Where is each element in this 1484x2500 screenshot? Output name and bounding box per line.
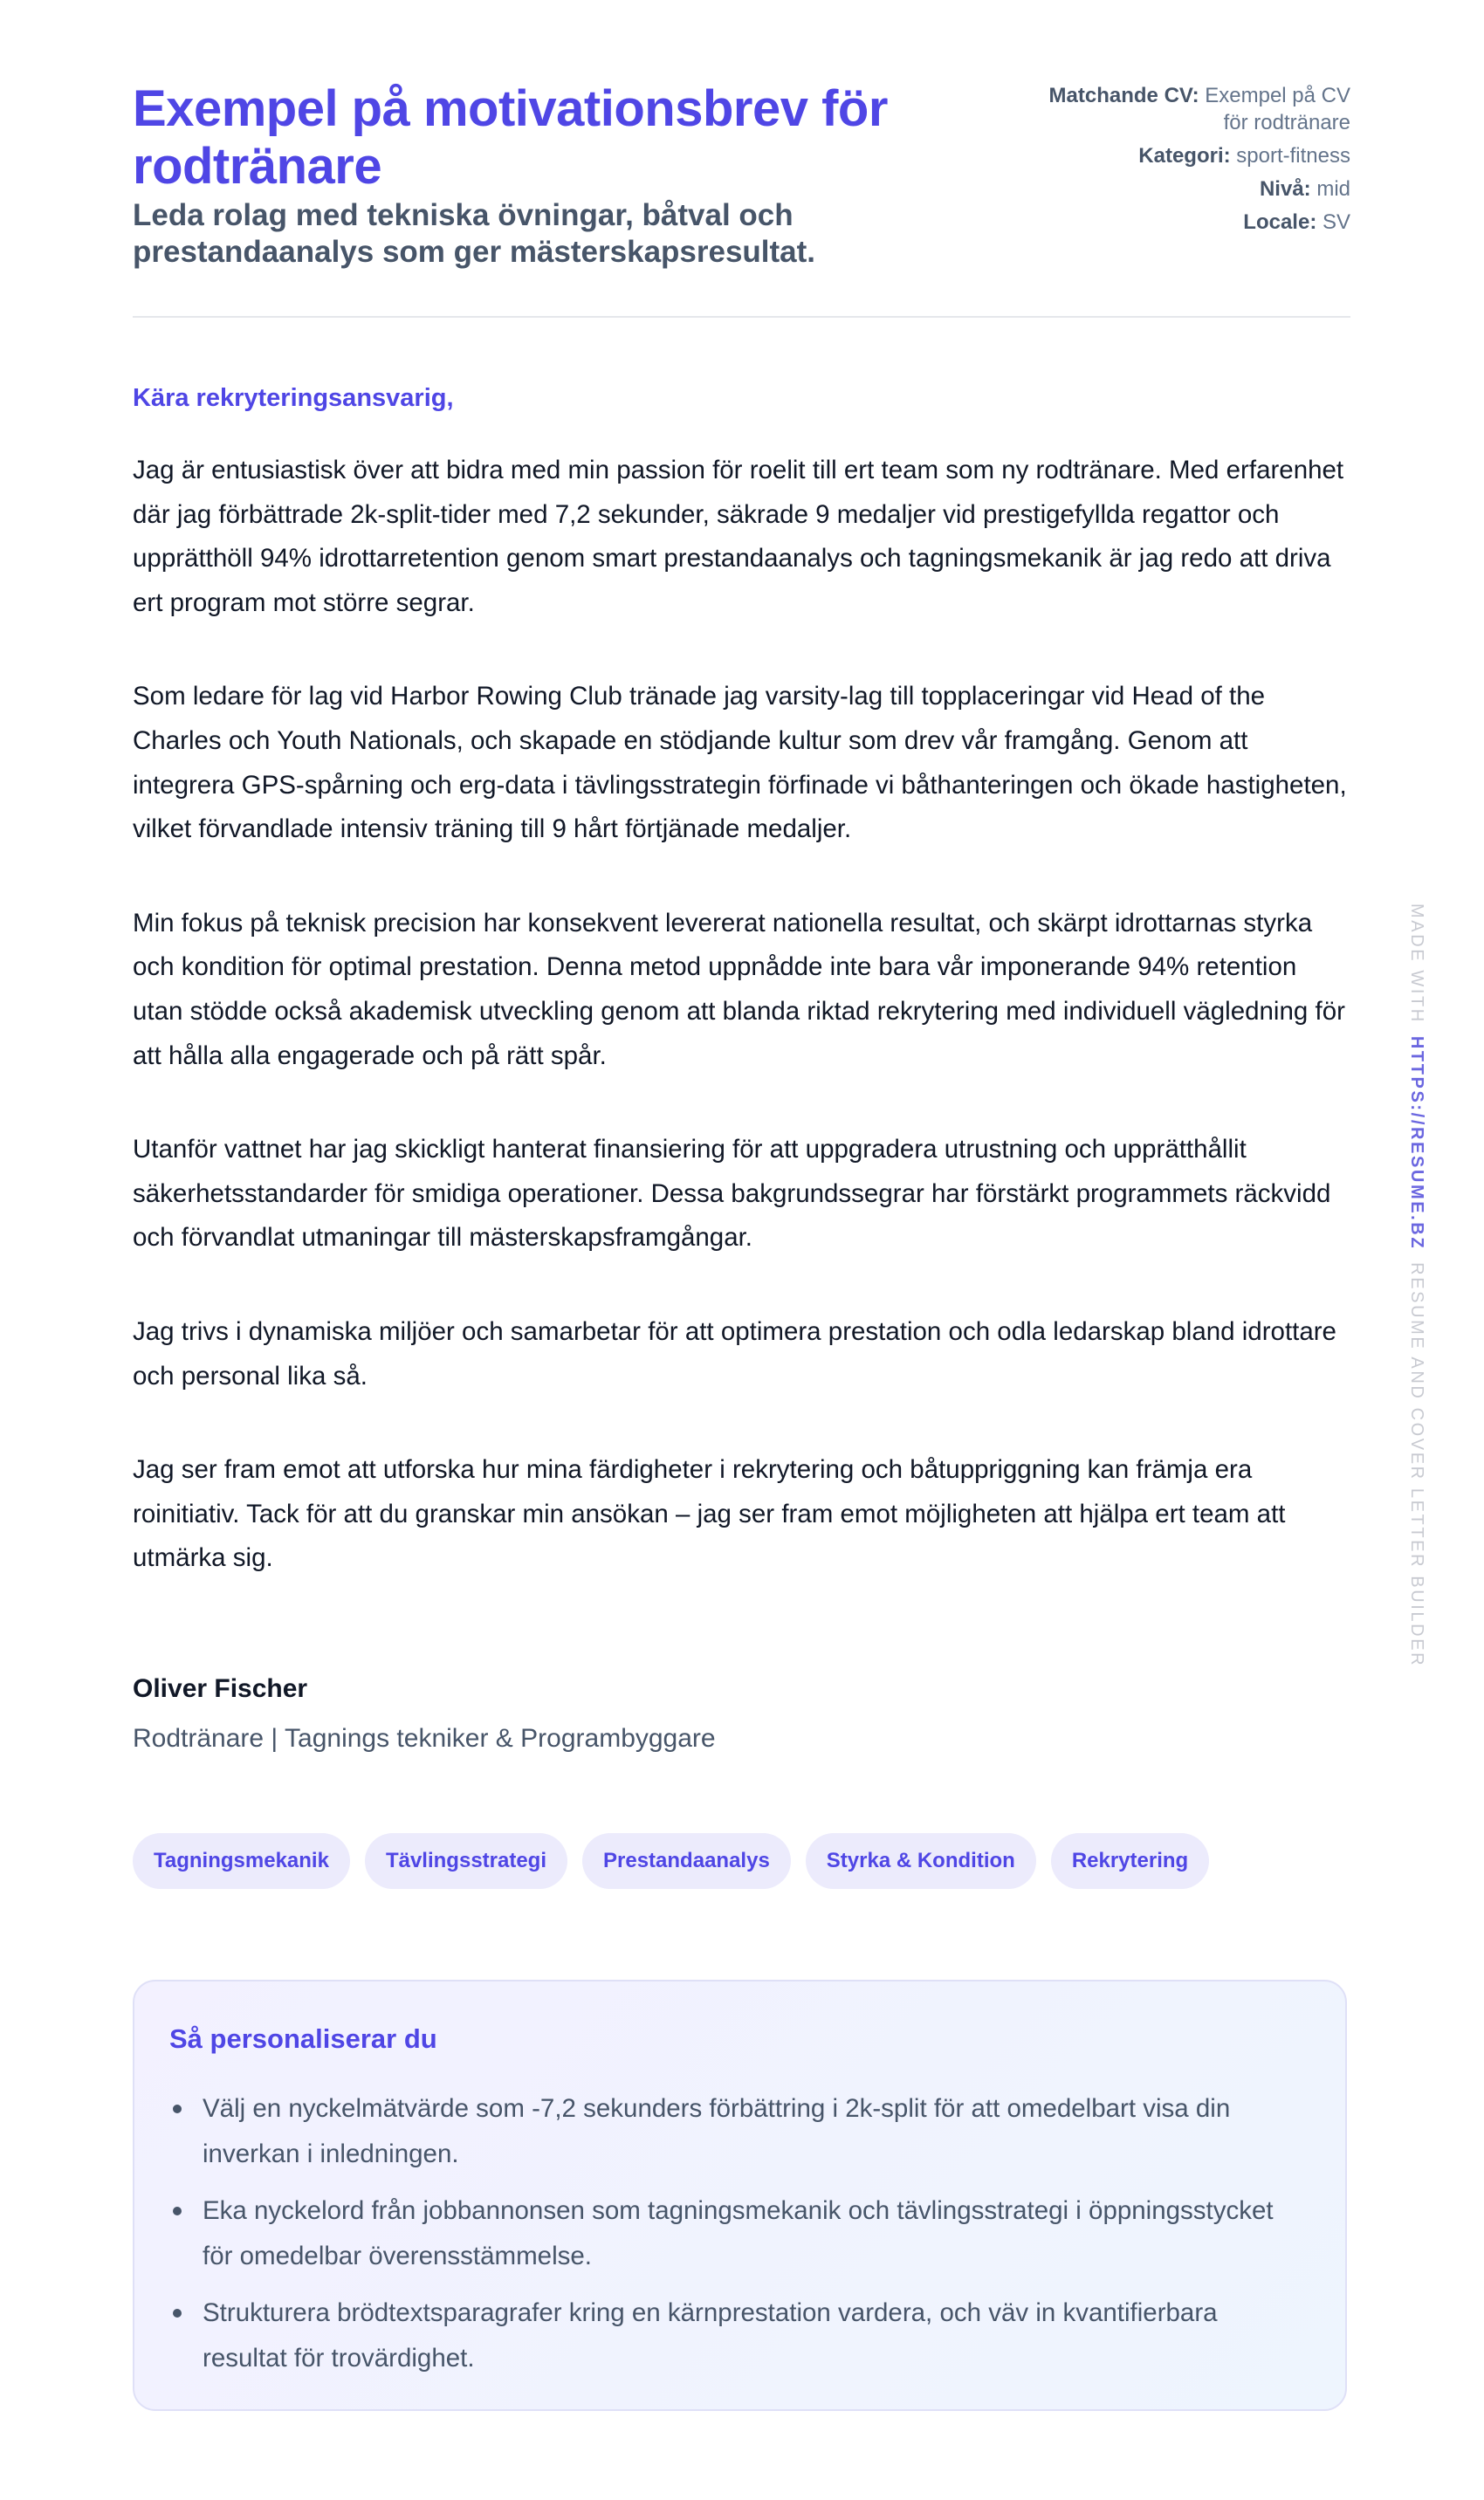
watermark-link[interactable]: HTTPS://RESUME.BZ	[1407, 1035, 1426, 1251]
tip-text: Strukturera brödtextsparagrafer kring en kärnprestation vardera, och väv in kvantifierbara resultat för trovärdighet.	[203, 2298, 1218, 2373]
meta-label: Nivå:	[1259, 177, 1311, 201]
letter-paragraph: Som ledare för lag vid Harbor Rowing Club tränade jag varsity-lag till topplaceringar vid Head of the Charles och Youth Nationals, och skapade en stödjande kultur som drev vår framgång. Genom att integrera GPS-spårning och erg-data i tävlingsstrategin förfinade vi båthanteringen och ökade hastigheten, vilket förvandlade intensiv träning till 9 hårt förtjänade medaljer.	[133, 682, 1347, 844]
meta-category	[1036, 142, 1350, 169]
meta-label: Matchande CV:	[1048, 84, 1199, 107]
letter-paragraph: Jag ser fram emot att utforska hur mina färdigheter i rekrytering och båtuppriggning kan främja era roinitiativ. Tack för att du granskar min ansökan – jag ser fram emot möjligheten att hjälpa ert team att utmärka sig.	[133, 1455, 1286, 1573]
meta-locale	[1036, 209, 1350, 236]
meta-value: mid	[1316, 177, 1350, 201]
meta-level	[1036, 175, 1350, 203]
skill-tag: Rekrytering	[1051, 1833, 1209, 1889]
page-title: Exempel på motivationsbrev för rodtränare	[133, 80, 888, 195]
tips-list	[169, 2086, 1304, 2393]
signature-name: Oliver Fischer	[133, 1674, 308, 1703]
bullet-icon	[173, 2207, 182, 2215]
tip-item	[169, 2086, 1304, 2177]
meta-label: Kategori:	[1138, 144, 1231, 168]
signature-block	[133, 1670, 716, 1758]
bullet-icon	[173, 2105, 182, 2113]
watermark	[1406, 903, 1426, 1667]
page-subtitle: Leda rolag med tekniska övningar, båtval och prestandaanalys som ger mästerskapsresultat.	[133, 198, 816, 269]
meta-label: Locale:	[1243, 210, 1317, 234]
header-divider	[133, 316, 1350, 318]
tip-text: Eka nyckelord från jobbannonsen som tagningsmekanik och tävlingsstrategi i öppningsstycket för omedelbar överensstämmelse.	[203, 2196, 1274, 2270]
page-header	[133, 0, 1350, 318]
tip-text: Välj en nyckelmätvärde som -7,2 sekunders förbättring i 2k-split för att omedelbart visa din inverkan i inledningen.	[203, 2094, 1231, 2168]
letter-paragraph: Jag är entusiastisk över att bidra med min passion för roelit till ert team som ny rodtränare. Med erfarenhet där jag förbättrade 2k-split-tider med 7,2 sekunder, säkrade 9 medaljer vid prestigefyllda regattor och upprätthöll 94% idrottarretention genom smart prestandaanalys och tagningsmekanik är jag redo att driva ert program mot större segrar.	[133, 456, 1344, 617]
meta-value: SV	[1322, 210, 1350, 234]
skill-tags	[133, 1833, 1209, 1889]
signature-title: Rodtränare | Tagnings tekniker & Programbyggare	[133, 1724, 716, 1753]
meta-value-link[interactable]: Exempel på CV för rodtränare	[1205, 84, 1350, 134]
meta-info	[1036, 82, 1350, 242]
skill-tag: Tävlingsstrategi	[365, 1833, 567, 1889]
bullet-icon	[173, 2309, 182, 2318]
cover-letter-page	[133, 0, 1350, 2373]
letter-body	[133, 449, 1350, 1631]
letter-paragraph: Utanför vattnet har jag skickligt hanterat finansiering för att uppgradera utrustning och upprätthållit säkerhetsstandarder för smidiga operationer. Dessa bakgrundssegrar har förstärkt programmets räckvidd och förvandlat utmaningar till mästerskapsframgångar.	[133, 1135, 1331, 1253]
watermark-suffix: RESUME AND COVER LETTER BUILDER	[1407, 1262, 1426, 1668]
letter-greeting: Kära rekryteringsansvarig,	[133, 384, 454, 412]
tip-item	[169, 2188, 1304, 2279]
tips-title: Så personaliserar du	[169, 2023, 437, 2054]
meta-value: sport-fitness	[1236, 144, 1350, 168]
skill-tag: Styrka & Kondition	[806, 1833, 1036, 1889]
letter-paragraph: Min fokus på teknisk precision har konsekvent levererat nationella resultat, och skärpt idrottarnas styrka och kondition för optimal prestation. Denna metod uppnådde inte bara vår imponerande 94% retention utan stödde också akademisk utveckling genom att blanda riktad rekrytering med individuell vägledning för att hålla alla engagerade och på rätt spår.	[133, 908, 1345, 1070]
letter-paragraph: Jag trivs i dynamiska miljöer och samarbetar för att optimera prestation och odla ledarskap bland idrottare och personal lika så.	[133, 1316, 1336, 1391]
personalization-tips	[133, 1980, 1347, 2411]
tip-item	[169, 2291, 1304, 2381]
meta-matching-cv	[1036, 82, 1350, 136]
skill-tag: Tagningsmekanik	[133, 1833, 350, 1889]
watermark-prefix: MADE WITH	[1407, 903, 1426, 1024]
skill-tag: Prestandaanalys	[582, 1833, 791, 1889]
